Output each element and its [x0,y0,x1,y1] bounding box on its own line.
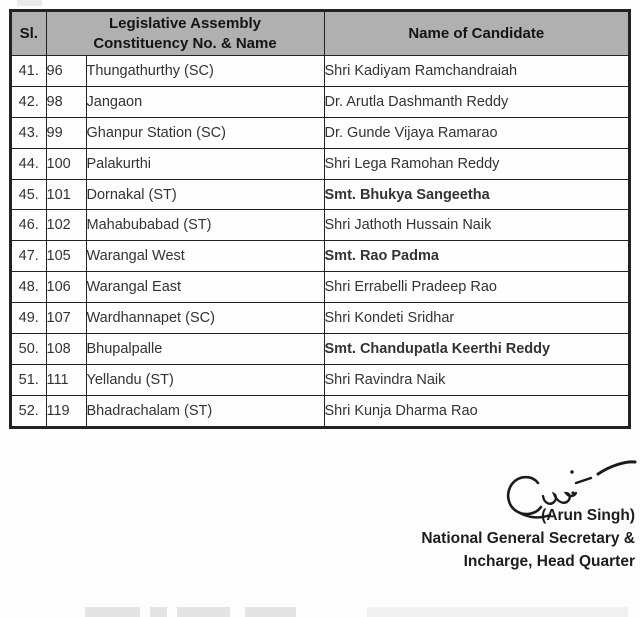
cutoff-artifact [150,607,167,617]
candidate-name-cell: Shri Kadiyam Ramchandraiah [324,56,629,87]
constituency-no-cell: 119 [46,395,86,426]
constituency-no-cell: 102 [46,210,86,241]
sl-cell: 48. [11,272,46,303]
constituency-name-cell: Wardhannapet (SC) [86,303,324,334]
candidate-table [10,10,630,428]
table-body [11,56,629,427]
header-constituency-line2: Constituency No. & Name [93,34,277,52]
constituency-no-cell: 105 [46,241,86,272]
constituency-name-cell: Thungathurthy (SC) [86,56,324,87]
constituency-no-cell: 107 [46,303,86,334]
signatory-name: (Arun Singh) [541,507,635,524]
signature-block [421,504,635,573]
table-row [11,334,629,365]
table-header [11,11,629,56]
constituency-name-cell: Jangaon [86,86,324,117]
cutoff-artifact [245,607,296,617]
candidate-name-cell: Smt. Chandupatla Keerthi Reddy [324,334,629,365]
table-row [11,179,629,210]
sl-cell: 47. [11,241,46,272]
table-row [11,117,629,148]
candidate-name-cell: Shri Errabelli Pradeep Rao [324,272,629,303]
signatory-title-line1: National General Secretary & [421,530,635,547]
header-sl: Sl. [11,11,46,56]
constituency-no-cell: 111 [46,364,86,395]
sl-cell: 41. [11,56,46,87]
candidate-name-cell: Dr. Arutla Dashmanth Reddy [324,86,629,117]
candidate-name-cell: Shri Ravindra Naik [324,364,629,395]
constituency-name-cell: Ghanpur Station (SC) [86,117,324,148]
constituency-name-cell: Warangal West [86,241,324,272]
sl-cell: 42. [11,86,46,117]
cutoff-artifact [85,607,140,617]
sl-cell: 50. [11,334,46,365]
candidate-name-cell: Smt. Rao Padma [324,241,629,272]
constituency-name-cell: Warangal East [86,272,324,303]
table-row [11,56,629,87]
constituency-no-cell: 101 [46,179,86,210]
table-row [11,241,629,272]
cutoff-artifact [367,607,628,617]
cutoff-artifact [177,607,230,617]
table-row [11,272,629,303]
constituency-name-cell: Mahabubabad (ST) [86,210,324,241]
header-constituency-line1: Legislative Assembly [108,14,261,32]
constituency-no-cell: 108 [46,334,86,365]
candidate-name-cell: Shri Kondeti Sridhar [324,303,629,334]
table-row [11,148,629,179]
constituency-name-cell: Palakurthi [86,148,324,179]
candidate-name-cell: Shri Kunja Dharma Rao [324,395,629,426]
table-row [11,303,629,334]
candidate-name-cell: Dr. Gunde Vijaya Ramarao [324,117,629,148]
sl-cell: 45. [11,179,46,210]
table-row [11,364,629,395]
header-candidate: Name of Candidate [324,11,629,56]
constituency-no-cell: 98 [46,86,86,117]
constituency-name-cell: Bhupalpalle [86,334,324,365]
constituency-name-cell: Dornakal (ST) [86,179,324,210]
candidate-name-cell: Shri Lega Ramohan Reddy [324,148,629,179]
sl-cell: 46. [11,210,46,241]
constituency-name-cell: Yellandu (ST) [86,364,324,395]
constituency-no-cell: 100 [46,148,86,179]
sl-cell: 44. [11,148,46,179]
constituency-no-cell: 99 [46,117,86,148]
table-row [11,86,629,117]
signatory-title-line2: Incharge, Head Quarter [463,553,635,570]
scan-artifact [17,0,42,6]
constituency-no-cell: 96 [46,56,86,87]
constituency-name-cell: Bhadrachalam (ST) [86,395,324,426]
sl-cell: 51. [11,364,46,395]
table-row [11,395,629,426]
constituency-no-cell: 106 [46,272,86,303]
sl-cell: 43. [11,117,46,148]
sl-cell: 52. [11,395,46,426]
header-constituency [46,11,324,56]
table-row [11,210,629,241]
sl-cell: 49. [11,303,46,334]
candidate-name-cell: Smt. Bhukya Sangeetha [324,179,629,210]
candidate-name-cell: Shri Jathoth Hussain Naik [324,210,629,241]
